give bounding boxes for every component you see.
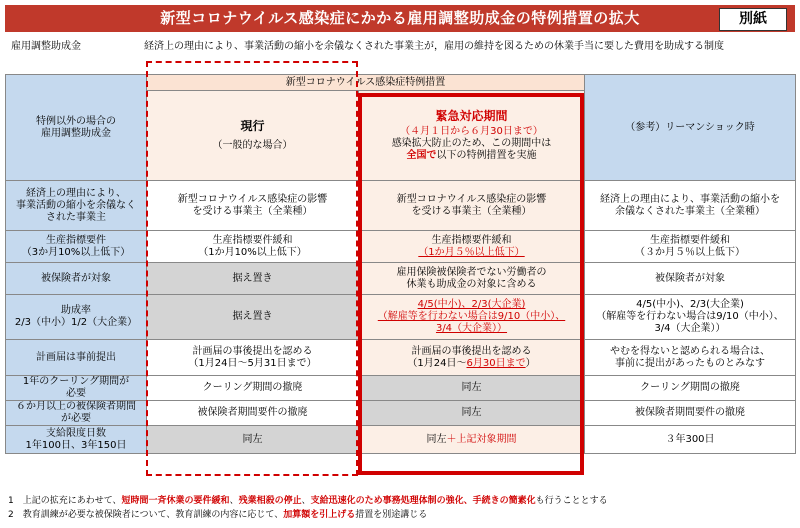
footnotes: [8, 494, 608, 522]
cell-emergency: 新型コロナウイルス感染症の影響 を受ける事業主（全業種）: [359, 181, 585, 231]
cell-emergency-line3: 3/4（大企業））: [435, 323, 508, 334]
footnote-highlight: 短時間一斉休業の要件緩和: [121, 496, 230, 506]
attachment-tag: 別紙: [719, 8, 787, 31]
emergency-text-line2: [361, 150, 582, 162]
table-row: [6, 181, 796, 231]
header-cell-emergency: [359, 91, 585, 181]
cell-emergency-line2: （1か月５％以上低下）: [418, 246, 525, 258]
cell-reference: クーリング期間の撤廃: [585, 376, 796, 401]
footnote-1: [8, 494, 608, 508]
header-cell-label: 特例以外の場合の 雇用調整助成金: [6, 75, 147, 181]
cell-emergency-addition: ＋上記対象期間: [446, 433, 517, 445]
cell-current: 新型コロナウイルス感染症の影響 を受ける事業主（全業種）: [147, 181, 359, 231]
footnote-2: [8, 508, 608, 522]
row-label: 1年のクーリング期間が 必要: [6, 376, 147, 401]
table-row: [6, 295, 796, 340]
cell-reference: ３年300日: [585, 426, 796, 454]
header-cell-reference: （参考）リーマンショック時: [585, 75, 796, 181]
emergency-text-line1: 感染拡大防止のため、この期間中は: [391, 137, 552, 149]
row-label: 助成率 2/3（中小）1/2（大企業）: [6, 295, 147, 340]
table-row: [6, 376, 796, 401]
description-label: 雇用調整助成金: [11, 41, 81, 52]
row-label: 経済上の理由により、 事業活動の縮小を余儀なく された事業主: [6, 181, 147, 231]
title-banner: [5, 5, 795, 32]
table-row: [6, 75, 796, 91]
emergency-text-rest: 以下の特例措置を実施: [436, 149, 537, 161]
cell-emergency: 同左: [359, 401, 585, 426]
table-row: [6, 426, 796, 454]
table-row: [6, 231, 796, 263]
cell-current: クーリング期間の撤廃: [147, 376, 359, 401]
footnote-highlight: 残業相殺の停止: [238, 496, 302, 506]
cell-reference: 生産指標要件緩和 （３か月５％以上低下）: [585, 231, 796, 263]
cell-current: 同左: [147, 426, 359, 454]
cell-emergency: [359, 295, 585, 340]
current-subtitle: （一般的な場合）: [212, 139, 293, 151]
cell-emergency-line1: 4/5(中小)、2/3(大企業): [417, 299, 526, 310]
cell-emergency: [359, 231, 585, 263]
row-label: 生産指標要件 （3か月10%以上低下）: [6, 231, 147, 263]
emergency-period: （４月１日から６月30日まで）: [400, 125, 543, 137]
cell-reference: 被保険者が対象: [585, 263, 796, 295]
cell-emergency-part: ）: [525, 357, 536, 369]
cell-current: 被保険者期間要件の撤廃: [147, 401, 359, 426]
description-row: [5, 37, 795, 53]
description-text: 経済上の理由により、事業活動の縮小を余儀なくされた事業主が，雇用の維持を図るための休業手当に要した費用を助成する制度: [144, 41, 724, 52]
cell-emergency-part: 同左: [426, 433, 447, 445]
cell-emergency-line2: （解雇等を行わない場合は9/10（中小）、: [377, 311, 566, 322]
cell-reference: 被保険者期間要件の撤廃: [585, 401, 796, 426]
cell-emergency: 同左: [359, 376, 585, 401]
table-row: [6, 340, 796, 376]
footnote-text: 措置を別途講じる: [355, 510, 428, 520]
cell-reference: 経済上の理由により、事業活動の縮小を 余儀なくされた事業主（全業種）: [585, 181, 796, 231]
emergency-nationwide: 全国で: [406, 149, 437, 161]
cell-current: 計画届の事後提出を認める （1月24日～5月31日まで）: [147, 340, 359, 376]
cell-emergency: [359, 426, 585, 454]
row-label: ６か月以上の被保険者期間 が必要: [6, 401, 147, 426]
footnote-text: 2 教育訓練が必要な被保険者について、教育訓練の内容に応じて、: [8, 510, 284, 520]
cell-emergency-line2: [361, 358, 582, 370]
cell-emergency-line1: 計画届の事後提出を認める: [411, 345, 532, 357]
cell-reference: やむを得ないと認められる場合は、 事前に提出があったものとみなす: [585, 340, 796, 376]
page-title: 新型コロナウイルス感染症にかかる雇用調整助成金の特例措置の拡大: [160, 9, 640, 27]
current-title: 現行: [240, 118, 265, 133]
footnote-highlight: 加算額を引上げる: [283, 510, 356, 520]
cell-emergency: 雇用保険被保険者でない労働者の 休業も助成金の対象に含める: [359, 263, 585, 295]
cell-emergency: [359, 340, 585, 376]
cell-current: 据え置き: [147, 295, 359, 340]
footnote-text: も行うこととする: [535, 496, 608, 506]
row-label: 計画届は事前提出: [6, 340, 147, 376]
cell-current: 生産指標要件緩和 （1か月10%以上低下）: [147, 231, 359, 263]
header-cell-current: [147, 91, 359, 181]
footnote-text: 、: [301, 496, 311, 506]
cell-reference: 4/5(中小)、2/3(大企業) （解雇等を行わない場合は9/10（中小）、 3/4（大企業））: [585, 295, 796, 340]
cell-current: 据え置き: [147, 263, 359, 295]
footnote-text: 、: [229, 496, 239, 506]
table-row: [6, 401, 796, 426]
emergency-title: 緊急対応期間: [435, 108, 508, 123]
table-row: [6, 263, 796, 295]
comparison-table: [5, 74, 796, 454]
special-measures-header: 新型コロナウイルス感染症特例措置: [147, 75, 585, 91]
footnote-text: 1 上記の拡充にあわせて、: [8, 496, 122, 506]
footnote-highlight: 支給迅速化のため事務処理体制の強化、手続きの簡素化: [310, 496, 536, 506]
row-label: 被保険者が対象: [6, 263, 147, 295]
cell-emergency-line1: 生産指標要件緩和: [431, 234, 512, 246]
cell-emergency-part: （1月24日～: [407, 357, 467, 369]
cell-emergency-date: 6月30日まで: [466, 357, 526, 369]
row-label: 支給限度日数 1年100日、3年150日: [6, 426, 147, 454]
